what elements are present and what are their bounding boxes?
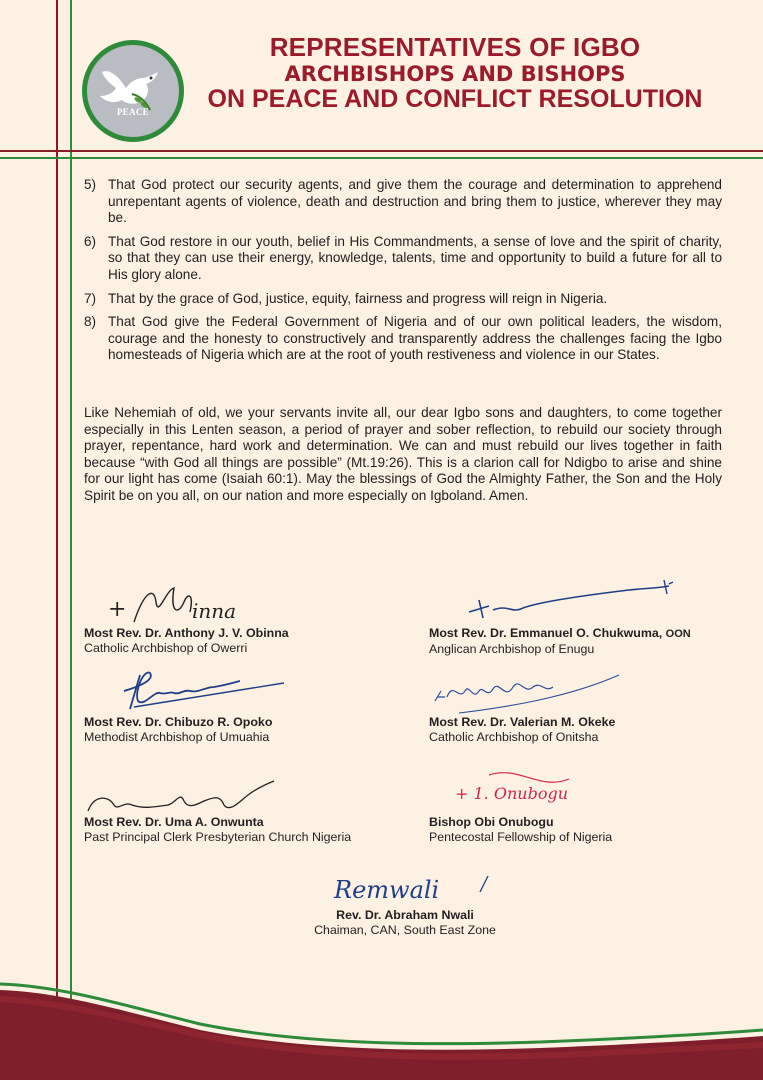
list-item [84, 291, 722, 308]
logo-label: PEACE [116, 107, 149, 117]
item-text: That God give the Federal Government of Nigeria and of our own political leaders, the wisdom, courage and the honesty to constructively and transparently address the challenges facing the Igbo homesteads of Nigeria which are at the root of youth restiveness and violence in our States. [108, 314, 722, 363]
item-number: 6) [84, 233, 97, 249]
title-line-1: REPRESENTATIVES OF IGBO [269, 32, 641, 62]
svg-text:inna: inna [192, 599, 237, 623]
resolution-list [84, 177, 722, 371]
signatory-role: Catholic Archbishop of Owerri [84, 641, 248, 655]
signatory-name: Bishop Obi Onubogu [429, 815, 554, 829]
header-rule-maroon [0, 150, 763, 152]
list-item [84, 314, 722, 364]
signature-handwriting: Remwali [334, 876, 440, 904]
signatory-role: Chaiman, CAN, South East Zone [314, 923, 496, 937]
closing-paragraph: Like Nehemiah of old, we your servants invite all, our dear Igbo sons and daughters, to come together especially in this Lenten season, a period of prayer and sober reflection, to rebuild our society through prayer, repentance, hard work and determination. We can and must rebuild our lives together in faith because “with God all things are possible” (Mt.19:26). This is a clarion call for Ndigbo to arise and shine for our light has come (Isaiah 60:1). May the blessings of God the Almighty Father, the Son and the Holy Spirit be on you all, on our nation and more especially on Igboland. Amen. [84, 405, 722, 503]
signature-nwali [330, 862, 530, 912]
signature-onubogu [449, 761, 629, 821]
item-number: 8) [84, 314, 97, 330]
signatory-name: Most Rev. Dr. Uma A. Onwunta [84, 815, 264, 829]
signature-onwunta [84, 771, 284, 821]
left-border-green [70, 0, 72, 1080]
list-item [84, 177, 722, 227]
item-number: 5) [84, 177, 97, 192]
signature-okeke [429, 661, 649, 721]
list-item [84, 234, 722, 284]
peace-logo [80, 38, 186, 144]
signatory-okeke [429, 715, 759, 745]
signatory-name: Most Rev. Dr. Valerian M. Okeke [429, 715, 616, 729]
signatory-role: Anglican Archbishop of Enugu [429, 642, 595, 656]
signatory-honour: OON [665, 628, 691, 640]
signatory-name: Rev. Dr. Abraham Nwali [336, 908, 474, 922]
left-border-maroon [56, 0, 58, 1080]
item-number: 7) [84, 290, 97, 306]
header-rule-green [0, 157, 763, 159]
signature-chukwuma [459, 574, 699, 634]
footer-wave [0, 970, 763, 1080]
signatory-chukwuma [429, 626, 759, 657]
signatory-opoko [84, 715, 414, 745]
signatory-role: Methodist Archbishop of Umuahia [84, 730, 270, 744]
signatory-name-text: Most Rev. Dr. Emmanuel O. Chukwuma, [429, 626, 663, 640]
signatory-role: Pentecostal Fellowship of Nigeria [429, 830, 613, 844]
signatory-nwali [240, 876, 570, 938]
signature-handwriting: + 1. Onubogu [455, 784, 568, 803]
title-line-2: ARCHBISHOPS AND BISHOPS [284, 62, 626, 86]
signatory-onwunta [84, 815, 414, 845]
signatory-role: Past Principal Clerk Presbyterian Church Nigeria [84, 830, 352, 844]
signatory-obinna [84, 597, 414, 656]
signature-opoko [114, 661, 304, 721]
page-title [195, 34, 715, 112]
signatory-onubogu [429, 784, 759, 845]
svg-text:+: + [108, 597, 127, 622]
signature-obinna [104, 582, 284, 632]
item-text: That God restore in our youth, belief in His Commandments, a sense of love and the spirit of charity, so that they can use their energy, knowledge, talents, time and opportunity to build a future for all to His glory alone. [108, 233, 722, 282]
signatory-name: Most Rev. Dr. Anthony J. V. Obinna [84, 626, 289, 640]
item-text: That God protect our security agents, and give them the courage and determination to apprehend unrepentant agents of violence, death and destruction and bring them to justice, wherever they may be. [108, 177, 722, 226]
item-text: That by the grace of God, justice, equity, fairness and progress will reign in Nigeria. [108, 290, 608, 306]
title-line-3: ON PEACE AND CONFLICT RESOLUTION [207, 85, 703, 113]
dove-icon [80, 38, 186, 144]
signatory-role: Catholic Archbishop of Onitsha [429, 730, 599, 744]
signatory-name: Most Rev. Dr. Chibuzo R. Opoko [84, 715, 273, 729]
